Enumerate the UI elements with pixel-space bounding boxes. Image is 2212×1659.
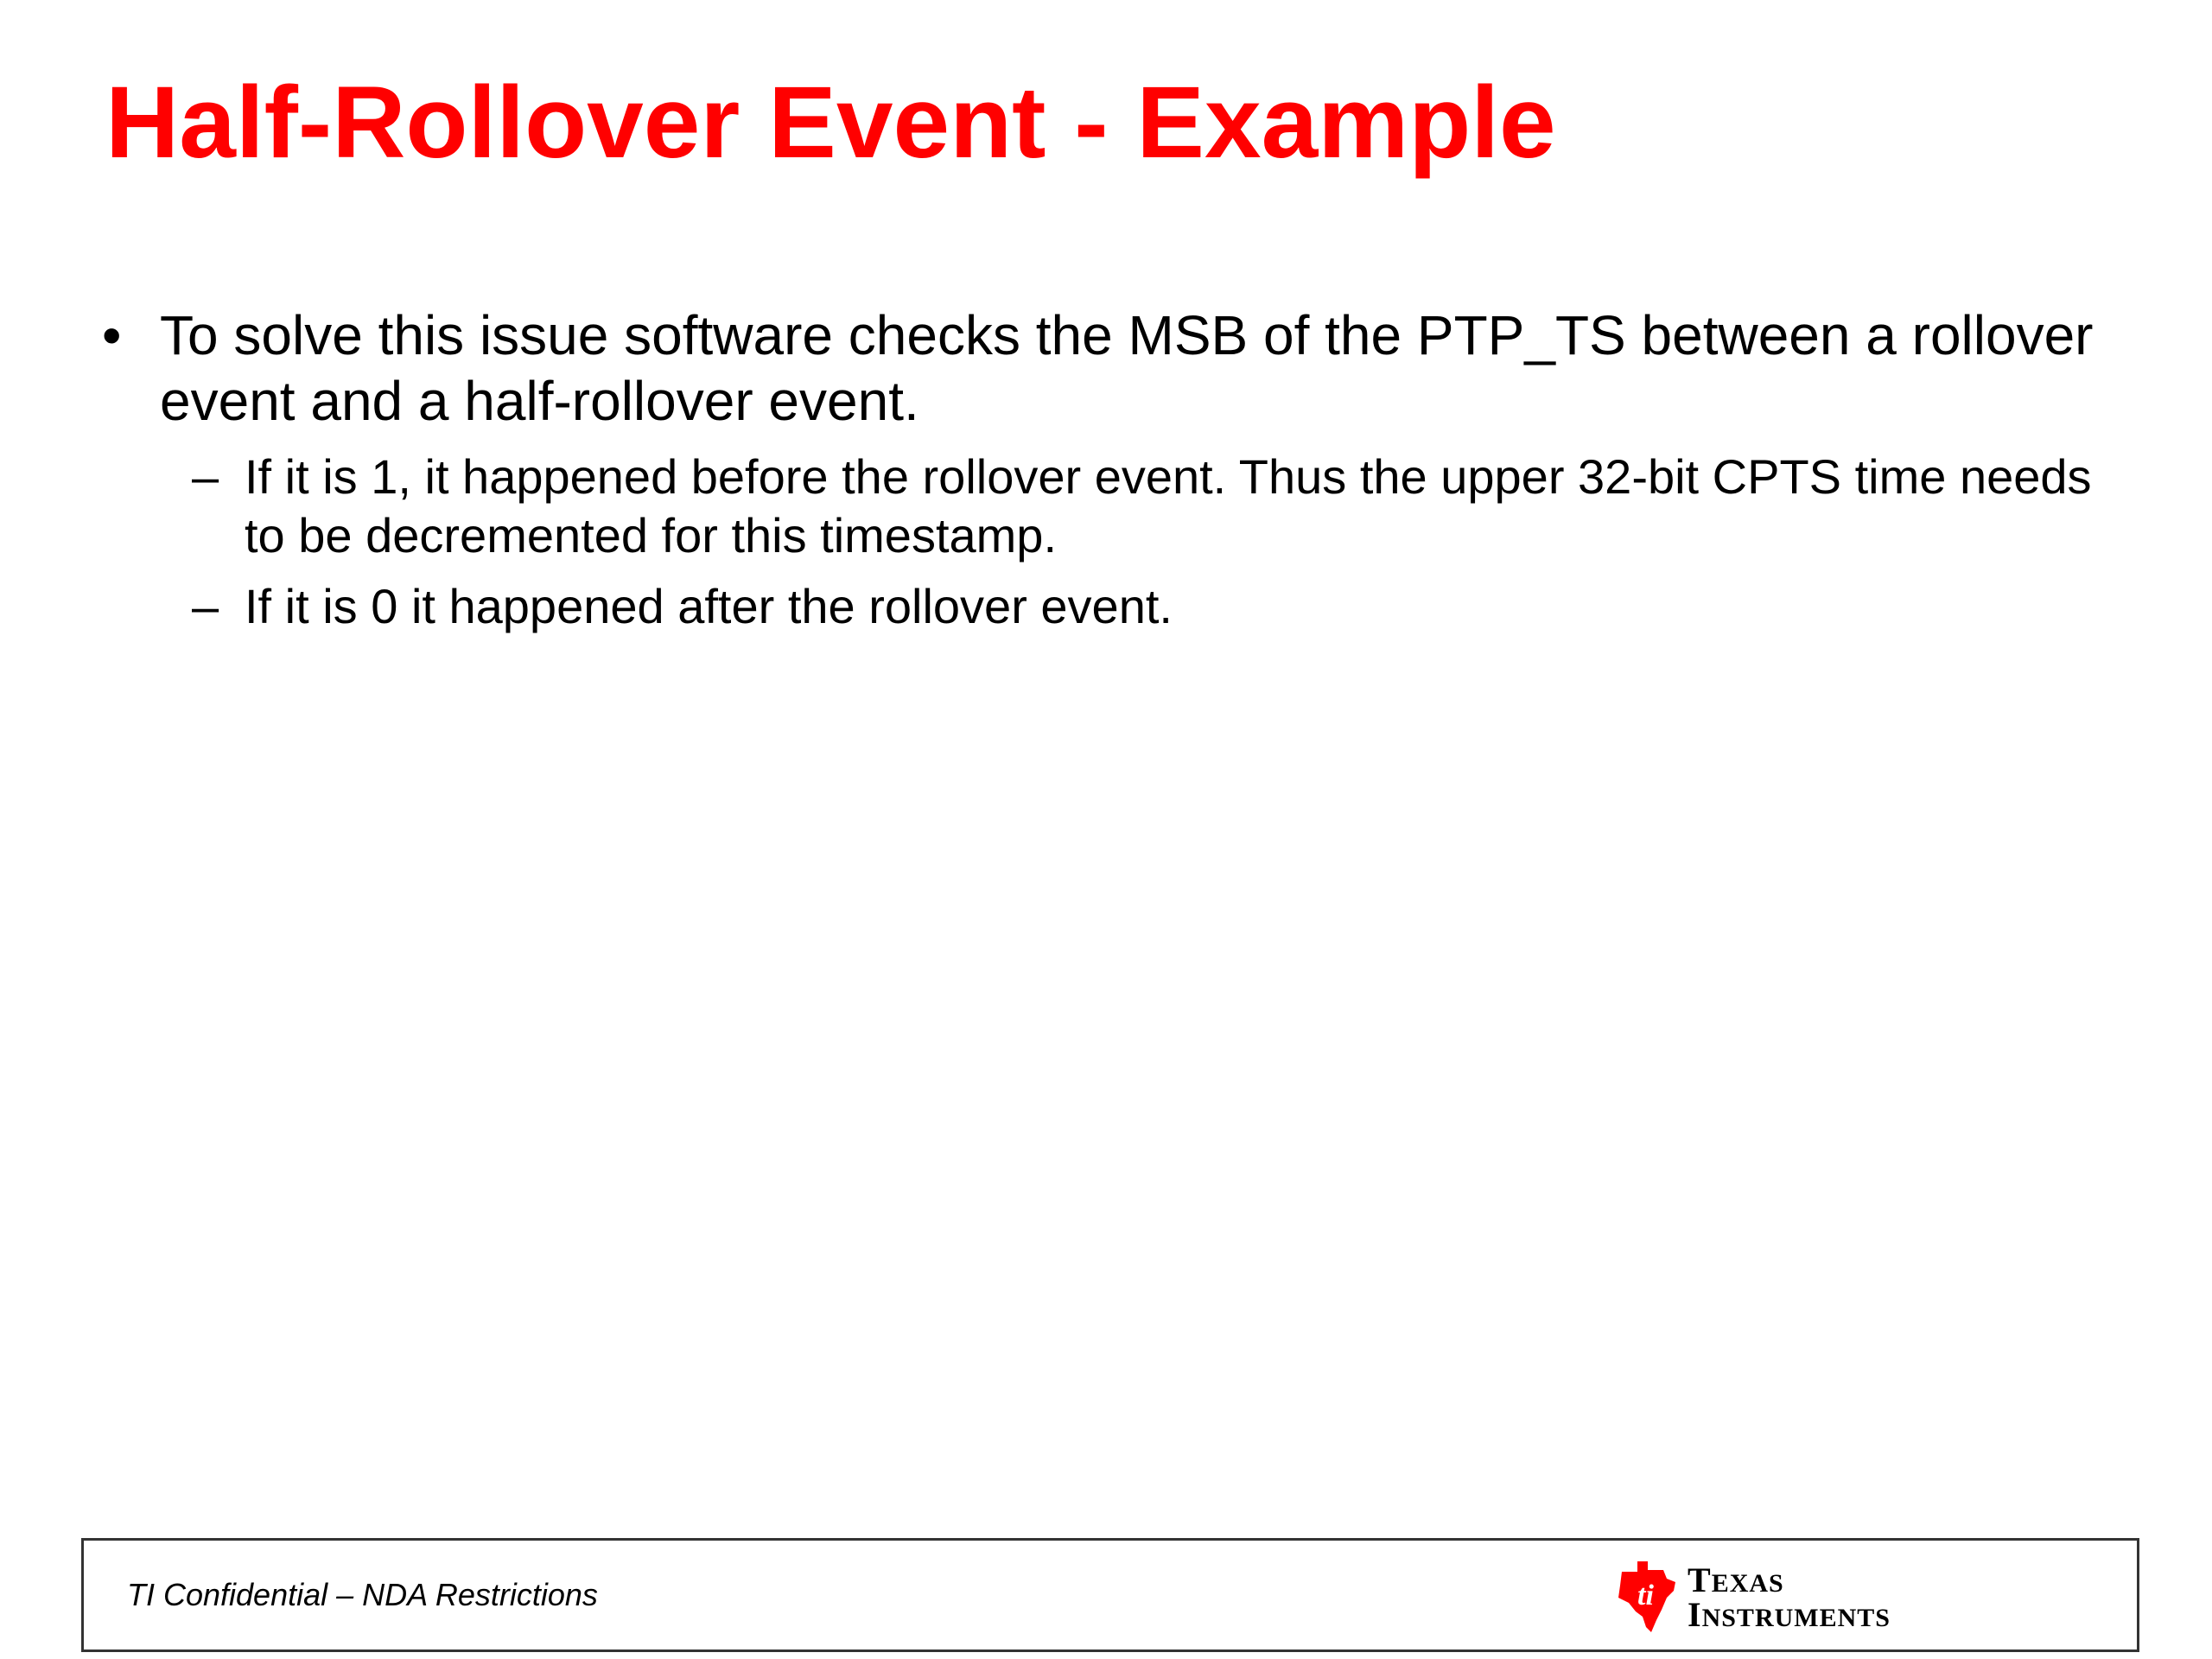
texas-instruments-logo: [1613, 1560, 1924, 1637]
sub-bullet-text: If it is 1, it happened before the rollover event. Thus the upper 32-bit CPTS time needs to be decremented for this timestamp.: [245, 449, 2092, 563]
sub-bullet-item: [181, 577, 2134, 636]
svg-text:ti: ti: [1637, 1580, 1654, 1611]
slide-title: Half-Rollover Event - Example: [105, 66, 1556, 180]
bullet-marker: •: [102, 304, 122, 366]
slide-content: [95, 302, 2134, 648]
bullet-text: To solve this issue software checks the MSB of the PTP_TS between a rollover event and a half-rollover event.: [160, 304, 2094, 432]
dash-marker: –: [192, 579, 219, 633]
bullet-item: [95, 302, 2134, 434]
sub-bullet-item: [181, 448, 2134, 565]
wordmark-line-texas: TEXAS: [1688, 1560, 1784, 1599]
sub-bullet-list: [95, 448, 2134, 636]
confidential-notice: TI Confidential – NDA Restrictions: [127, 1577, 598, 1612]
ti-state-logo-icon: [1613, 1560, 1682, 1634]
slide-footer: [81, 1538, 2139, 1652]
sub-bullet-text: If it is 0 it happened after the rollover event.: [245, 579, 1173, 633]
wordmark-line-instruments: INSTRUMENTS: [1688, 1595, 1891, 1634]
dash-marker: –: [192, 449, 219, 504]
ti-wordmark: [1688, 1560, 1891, 1634]
